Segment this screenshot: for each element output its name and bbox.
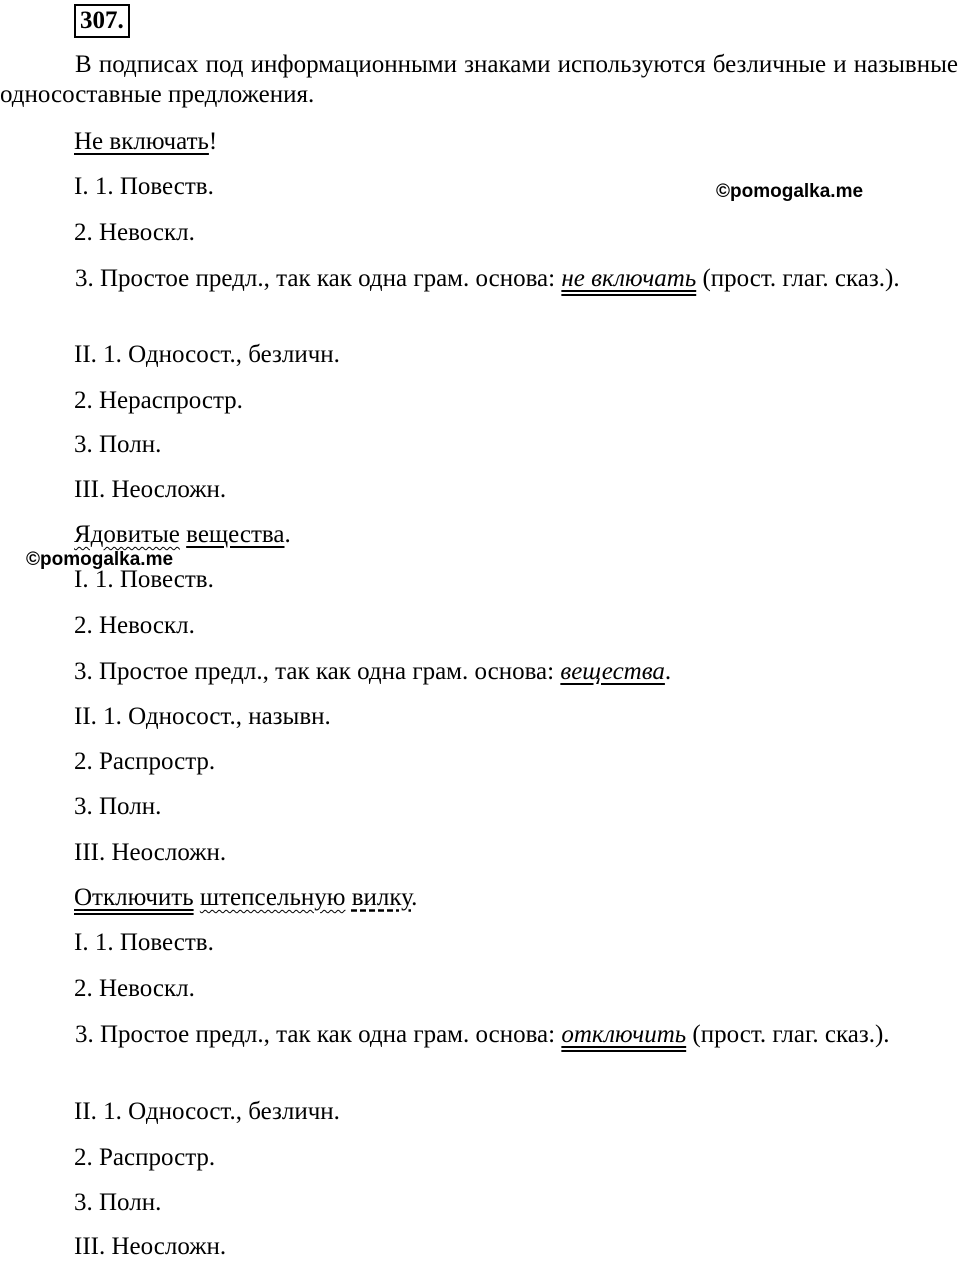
sentence-2 — [74, 520, 291, 550]
sentence-3-word-1: Отключить — [74, 884, 194, 911]
sentence-3 — [74, 883, 417, 913]
s3-line-6: 3. Полн. — [74, 1189, 162, 1216]
s2-line-5: 2. Распростр. — [74, 748, 216, 775]
s1-line-4: II. 1. Односост., безличн. — [74, 341, 340, 368]
s2-line-6: 3. Полн. — [74, 793, 162, 820]
watermark-2: ©pomogalka.me — [26, 549, 174, 570]
s3-line-7: III. Неосложн. — [74, 1233, 227, 1260]
sentence-2-word-1: Ядовитые — [74, 521, 180, 548]
s2-grammar-base: вещества — [560, 658, 665, 685]
sentence-1 — [74, 127, 217, 157]
s3-line-3 — [0, 1020, 958, 1050]
sentence-3-word-2: штепсельную — [199, 884, 346, 911]
s2-line-3-pre: 3. Простое предл., так как одна грам. основа: — [74, 658, 561, 685]
sentence-2-end: . — [284, 521, 291, 548]
s3-line-4: II. 1. Односост., безличн. — [74, 1098, 340, 1125]
s1-line-3 — [0, 264, 958, 294]
exercise-number: 307. — [74, 4, 130, 38]
s3-line-5: 2. Распростр. — [74, 1144, 216, 1171]
s1-line-5: 2. Нераспростр. — [74, 387, 243, 414]
sentence-2-word-2: вещества — [186, 521, 285, 548]
s2-line-1: I. 1. Повеств. — [74, 566, 214, 593]
s3-line-3-post: (прост. глаг. сказ.). — [686, 1021, 890, 1048]
sentence-3-end: . — [411, 884, 418, 911]
s2-line-7: III. Неосложн. — [74, 839, 227, 866]
s3-line-3-pre: 3. Простое предл., так как одна грам. основа: — [75, 1021, 562, 1048]
watermark-1: ©pomogalka.me — [716, 181, 864, 202]
sentence-3-word-3: вилку — [351, 884, 412, 911]
s3-line-2: 2. Невоскл. — [74, 975, 195, 1002]
s2-line-4: II. 1. Односост., назывн. — [74, 703, 331, 730]
sentence-1-predicate: Не включать — [74, 128, 209, 155]
s2-line-2: 2. Невоскл. — [74, 612, 195, 639]
s1-line-3-pre: 3. Простое предл., так как одна грам. основа: — [75, 265, 562, 292]
s1-line-1: I. 1. Повеств. — [74, 173, 214, 200]
intro-paragraph: В подписах под информационными знаками используются безличные и назывные односоставные предложения. — [0, 51, 958, 108]
s1-grammar-base: не включать — [561, 265, 697, 292]
s2-line-3-post: . — [664, 658, 672, 685]
s2-line-3 — [74, 657, 671, 687]
s3-grammar-base: отключить — [561, 1021, 687, 1048]
sentence-1-end: ! — [208, 128, 218, 155]
s1-line-2: 2. Невоскл. — [74, 219, 195, 246]
s1-line-6: 3. Полн. — [74, 431, 162, 458]
s1-line-7: III. Неосложн. — [74, 476, 227, 503]
s1-line-3-post: (прост. глаг. сказ.). — [696, 265, 900, 292]
s3-line-1: I. 1. Повеств. — [74, 929, 214, 956]
